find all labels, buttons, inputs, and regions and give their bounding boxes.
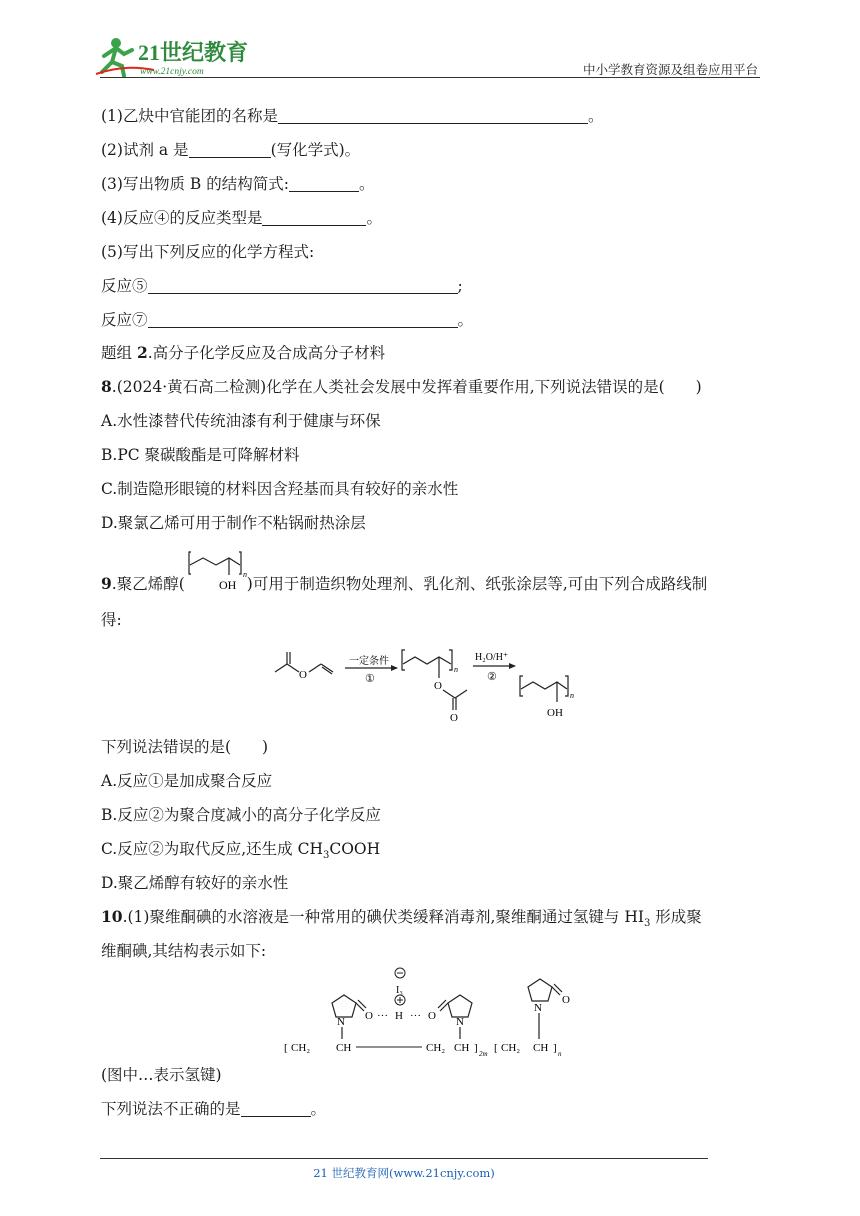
svg-text:OH: OH [547, 707, 563, 719]
svg-text:H₂O/H⁺: H₂O/H⁺ [475, 652, 509, 663]
answer-blank[interactable] [278, 107, 588, 124]
pvp-iodine-structure [280, 963, 590, 1059]
svg-text:n: n [454, 665, 458, 674]
svg-text:②: ② [487, 671, 497, 683]
svg-text:OH: OH [219, 578, 237, 592]
q9-option-b[interactable]: B.反应②为聚合度减小的高分子化学反应 [101, 806, 381, 824]
svg-text:CH₂: CH₂ [426, 1042, 446, 1054]
q7-part3: (3)写出物质 B 的结构简式: 。 [101, 175, 375, 193]
q9-option-a[interactable]: A.反应①是加成聚合反应 [101, 772, 273, 790]
q9-reaction-scheme [265, 644, 585, 724]
q7-part2: (2)试剂 a 是 (写化学式)。 [101, 141, 361, 159]
svg-text:n: n [243, 570, 247, 579]
svg-text:O: O [428, 1010, 436, 1022]
svg-text:O: O [365, 1010, 373, 1022]
svg-text:2m: 2m [479, 1050, 488, 1058]
answer-blank[interactable] [289, 175, 359, 192]
site-logo [94, 34, 264, 78]
svg-text:CH₂: CH₂ [501, 1042, 521, 1054]
q8-option-b[interactable]: B.PC 聚碳酸酯是可降解材料 [101, 446, 300, 464]
q8-stem: 8.(2024·黄石高二检测)化学在人类社会发展中发挥着重要作用,下列说法错误的是( ) [101, 377, 702, 396]
svg-text:n: n [570, 691, 574, 700]
q7-part4: (4)反应④的反应类型是 。 [101, 209, 382, 227]
q9-stem: 9.聚乙烯醇( )可用于制造织物处理剂、乳化剂、纸张涂层等,可由下列合成路线制 [101, 574, 708, 593]
logo-text: 21世纪教育 [138, 40, 249, 65]
svg-text:]: ] [474, 1042, 478, 1054]
svg-text:O: O [299, 669, 307, 681]
svg-text:H: H [395, 1010, 403, 1022]
answer-blank[interactable] [189, 141, 271, 158]
svg-text:CH: CH [454, 1042, 470, 1054]
svg-text:一定条件: 一定条件 [349, 656, 389, 667]
header-platform-text: 中小学教育资源及组卷应用平台 [582, 62, 758, 77]
footer-divider [100, 1158, 708, 1159]
svg-text:[: [ [284, 1042, 288, 1054]
answer-blank[interactable] [262, 209, 366, 226]
q8-option-a[interactable]: A.水性漆替代传统油漆有利于健康与环保 [101, 412, 381, 430]
q7-reaction5: 反应⑤ ; [101, 277, 463, 295]
q7-part5: (5)写出下列反应的化学方程式: [101, 243, 315, 261]
footer-link[interactable]: 21 世纪教育网(www.21cnjy.com) [313, 1166, 495, 1180]
svg-text:①: ① [365, 673, 375, 685]
q10-stem: 10.(1)聚维酮碘的水溶液是一种常用的碘伏类缓释消毒剂,聚维酮通过氢键与 $HI_3$ 形成聚 [101, 907, 702, 930]
answer-blank[interactable] [148, 277, 458, 294]
q9-option-d[interactable]: D.聚乙烯醇有较好的亲水性 [101, 874, 289, 892]
header-divider [100, 77, 760, 78]
q9-option-c[interactable]: C.反应②为取代反应,还生成 $CH_3COOH$ [101, 840, 381, 862]
q9-stem-cont: 得: [101, 611, 122, 629]
q9-ask: 下列说法错误的是( ) [101, 738, 269, 756]
q7-reaction7: 反应⑦ 。 [101, 311, 474, 329]
q7-part1: (1)乙炔中官能团的名称是 。 [101, 107, 604, 125]
q10-note: (图中…表示氢键) [101, 1066, 222, 1084]
svg-text:n: n [558, 1050, 562, 1058]
q8-option-d[interactable]: D.聚氯乙烯可用于制作不粘锅耐热涂层 [101, 514, 366, 532]
svg-text:N: N [534, 1002, 542, 1014]
svg-text:O: O [562, 994, 570, 1006]
runner-logo-icon [94, 34, 264, 78]
q8-option-c[interactable]: C.制造隐形眼镜的材料因含羟基而具有较好的亲水性 [101, 480, 459, 498]
svg-text:O: O [434, 680, 442, 692]
svg-text:]: ] [553, 1042, 557, 1054]
q10-stem-cont: 维酮碘,其结构表示如下: [101, 942, 267, 960]
svg-text:N: N [337, 1016, 345, 1028]
svg-text:CH: CH [336, 1042, 352, 1054]
pva-inline-structure [186, 547, 250, 593]
svg-text:CH: CH [533, 1042, 549, 1054]
svg-text:I₃: I₃ [396, 985, 403, 996]
svg-text:···: ··· [377, 1010, 388, 1022]
answer-blank[interactable] [148, 311, 458, 328]
logo-url: www.21cnjy.com [140, 67, 204, 77]
svg-text:CH₂: CH₂ [291, 1042, 311, 1054]
svg-text:···: ··· [410, 1010, 421, 1022]
group-heading: 题组 2.高分子化学反应及合成高分子材料 [101, 343, 386, 362]
q10-ask: 下列说法不正确的是 。 [101, 1100, 327, 1118]
svg-text:N: N [456, 1016, 464, 1028]
svg-text:[: [ [494, 1042, 498, 1054]
answer-blank[interactable] [241, 1100, 311, 1117]
svg-text:O: O [450, 712, 458, 724]
